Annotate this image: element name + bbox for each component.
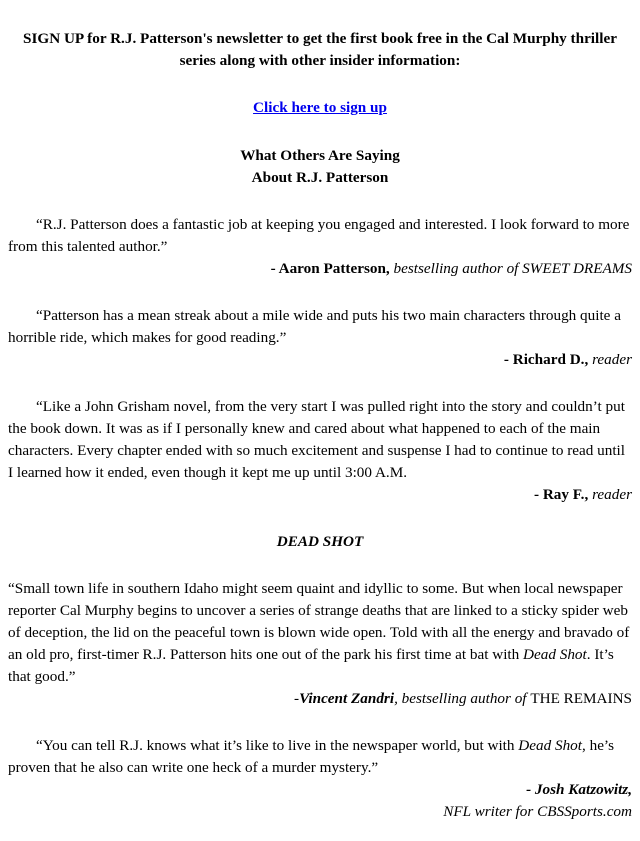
review-role: , bestselling author of [394, 690, 531, 707]
review-author: Vincent Zandri [299, 690, 395, 707]
review-author: - Josh Katzowitz, [526, 781, 632, 798]
testimonial-author: - Ray F., [533, 486, 589, 503]
book-review-quote [8, 578, 632, 688]
quote-text: “Small town life in southern Idaho might seem quaint and idyllic to some. But when local newspaper reporter Cal Murphy begins to uncover a series of strange deaths that are linked to a sticky spider web of deception, the lid on the peaceful town is blown wide open. Told with all the energy and bravado of an old pro, first-timer R.J. Patterson hits one out of the park his first time at bat with [8, 580, 630, 663]
section-heading [8, 145, 632, 189]
testimonial [8, 305, 632, 371]
testimonial [8, 214, 632, 280]
section-heading-line1: What Others Are Saying [240, 147, 400, 164]
testimonial-author: - Aaron Patterson, [270, 260, 390, 277]
book-title: DEAD SHOT [276, 533, 364, 550]
book-review-role-line [8, 801, 632, 823]
document-page [0, 28, 640, 823]
quote-book-title: Dead Shot [518, 737, 582, 754]
book-review [8, 578, 632, 710]
quote-text-end: , he’s proven that he also can write one heck of a murder mystery.” [8, 737, 615, 776]
quote-text: “You can tell R.J. knows what it’s like to live in the newspaper world, but with [36, 737, 519, 754]
book-review-quote [8, 735, 632, 779]
book-review-attribution [8, 779, 632, 801]
testimonial-quote: “Patterson has a mean streak about a mile wide and puts his two main characters through quite a horrible ride, which makes for good reading.” [8, 307, 621, 346]
section-heading-line2: About R.J. Patterson [251, 169, 389, 186]
testimonial-quote: “R.J. Patterson does a fantastic job at keeping you engaged and interested. I look forward to more from this talented author.” [8, 216, 630, 255]
testimonial-role: bestselling author of SWEET DREAMS [393, 260, 632, 277]
testimonial-quote: “Like a John Grisham novel, from the very start I was pulled right into the story and couldn’t put the book down. It was as if I personally knew and cared about what happened to each of the main characters. Every chapter ended with so much excitement and suspense I had to continue to read until I learned how it ended, even though it kept me up until 3:00 A.M. [8, 398, 625, 481]
testimonial-role: reader [592, 486, 632, 503]
review-role-book: THE REMAINS [530, 690, 632, 707]
testimonial [8, 396, 632, 506]
book-review-attribution [8, 688, 632, 710]
quote-text-end: . It’s that good.” [8, 646, 614, 685]
signup-text: SIGN UP for R.J. Patterson's newsletter to get the first book free in the Cal Murphy thriller series along with other insider information: [23, 30, 617, 69]
book-review [8, 735, 632, 823]
testimonial-attribution [8, 484, 632, 506]
signup-link-container [8, 97, 632, 119]
author-prefix: - [294, 690, 300, 707]
review-role: NFL writer for CBSSports.com [443, 803, 632, 820]
signup-link[interactable]: Click here to sign up [253, 99, 387, 116]
quote-book-title: Dead Shot [523, 646, 587, 663]
testimonial-author: - Richard D., [503, 351, 589, 368]
testimonial-role: reader [592, 351, 632, 368]
testimonial-attribution [8, 349, 632, 371]
testimonial-attribution [8, 258, 632, 280]
